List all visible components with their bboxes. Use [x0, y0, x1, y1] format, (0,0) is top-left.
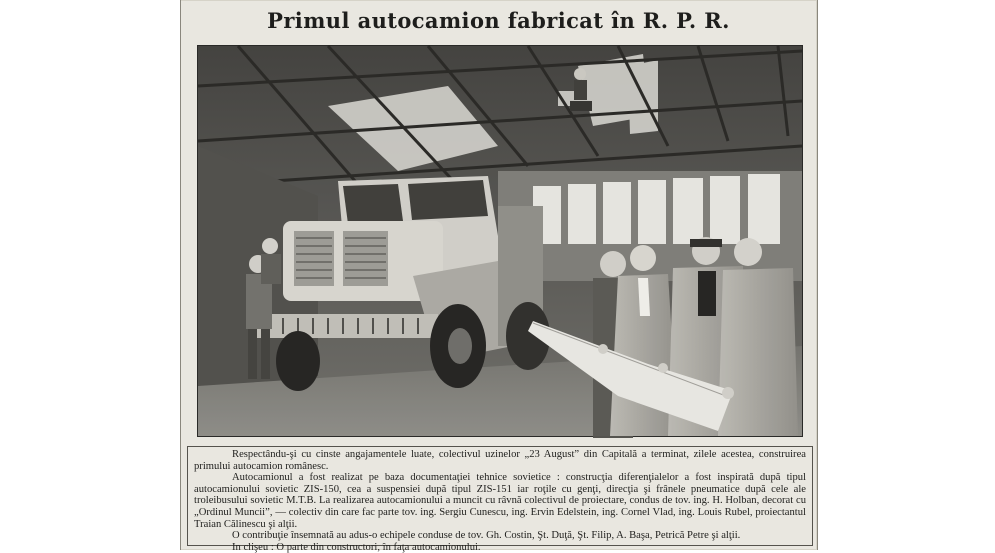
article-paragraph-3: O contribuţie însemnată au adus-o echipele conduse de tov. Gh. Costin, Şt. Duţă, Şt. Filip, A. Başa, Petrică Petre şi alţii. — [232, 530, 741, 542]
photo-caption: In clişeu : O parte din constructori, în faţa autocamionului. — [232, 541, 481, 553]
article-paragraph-1: Respectându-şi cu cinste angajamentele luate, colectivul uzinelor „23 August” din Capitală a terminat, zilele acestea, construirea primului autocamion românesc. — [194, 449, 806, 472]
factory-truck-photo — [198, 46, 802, 436]
article-paragraph-2: Autocamionul a fost realizat pe baza documentaţiei tehnice sovietice : construcţia diferenţialelor a fost inspirată după tipul autocamionului sovietic ZIS-150, cea a suspensiei după tipul ZIS-151 iar roţile cu genţi, direcţia şi frânele pneumatice după cele ale troleibusului sovietic M.T.B. La realizarea autocamionului a muncit cu râvnă colectivul de proiectare, condus de tov. ing. H. Holban, decorat cu „Ordinul Muncii”, — colectiv din care fac parte tov. ing. Sergiu Cunescu, ing. Ervin Edelstein, ing. Cornel Vlad, ing. Louis Rubel, proiectantul Traian Călinescu şi alţii. — [194, 472, 806, 530]
article-text-box — [187, 446, 813, 553]
clipping-right-edge — [817, 0, 818, 550]
article-headline: Primul autocamion fabricat în R. P. R. — [267, 8, 730, 33]
article-photo — [197, 45, 803, 437]
clipping-left-edge — [180, 0, 181, 550]
